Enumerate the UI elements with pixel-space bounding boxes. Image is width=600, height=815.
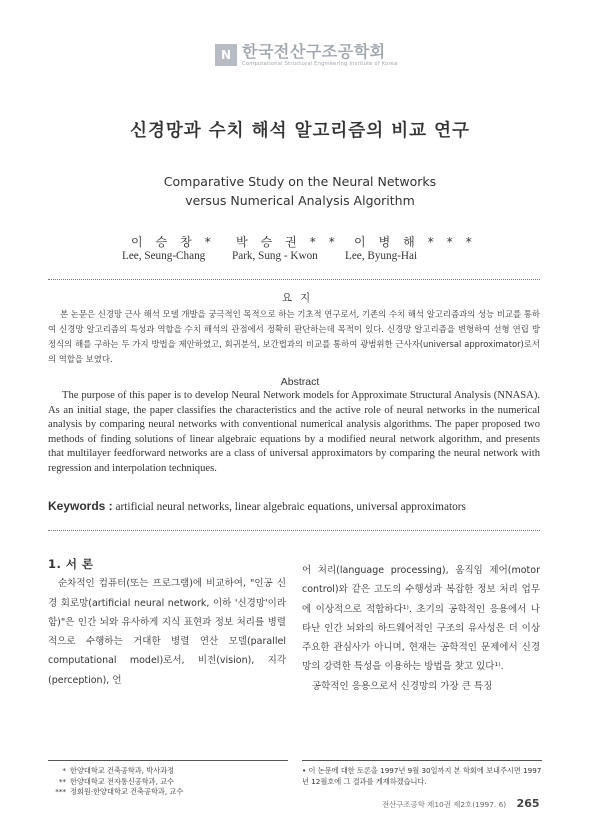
society-name-en: Computational Structural Engineering Institute of Korea bbox=[242, 61, 398, 67]
footnote-2-text: 한양대학교 전자통신공학과, 교수 bbox=[70, 776, 175, 786]
abstract-ko-heading: 요지 bbox=[281, 292, 319, 304]
author-2-ko: 박승권** bbox=[236, 235, 348, 249]
paper-title-en bbox=[0, 172, 600, 210]
page-number: 265 bbox=[516, 797, 540, 810]
footnote-3 bbox=[48, 787, 288, 798]
society-name-ko: 한국전산구조공학회 bbox=[242, 42, 386, 61]
abstract-ko bbox=[48, 307, 540, 367]
abstract-en-text: The purpose of this paper is to develop Neural Network models for Approximate Structural Analysis (NNASA). As an initial stage, the paper classifies the characteristics and the active role of neural networks in the numerical analysis by comparing neural networks with conventional numerical analysis algorithms. The paper proposed two methods of finding solutions of linear algebraic equations by a modified neural network algorithm, and presents that multilayer feedforward networks are a class of universal approximators by comparing the neural network with regression and interpolation techniques. bbox=[48, 390, 540, 474]
footnote-2-mark: ** bbox=[58, 776, 66, 786]
intro-paragraph-2: 공학적인 응용으로서 신경망의 가장 큰 특징 bbox=[312, 680, 493, 692]
keywords-label: Keywords : bbox=[48, 499, 113, 513]
divider-bottom bbox=[48, 530, 540, 531]
paper-title-en-line2: versus Numerical Analysis Algorithm bbox=[185, 193, 415, 208]
author-3-en: Lee, Byung-Hai bbox=[345, 250, 418, 262]
footnote-1 bbox=[48, 766, 288, 777]
footnote-2 bbox=[48, 777, 288, 788]
keywords bbox=[48, 499, 540, 513]
paper-title-en-line1: Comparative Study on the Neural Networks bbox=[163, 174, 437, 189]
author-1-en: Lee, Seung-Chang bbox=[122, 250, 206, 262]
journal-citation: 전산구조공학 제10권 제2호(1997. 6) bbox=[382, 800, 507, 809]
intro-paragraph-1-cont: 어 처리(language processing), 움직임 제어(motor control)와 같은 고도의 수행성과 복잡한 정보 처리 업무에 이상적으로 적합하다¹⁾. 초기의 공학적인 응용에서 나타난 인간 뇌와의 하드웨어적인 구조의 유사성은 더 이상 주요한 관심사가 아니며, 현재는 공학적인 문제에서 신경망의 강력한 특성을 이용하는 방법을 찾고 있다¹⁾. bbox=[302, 565, 540, 673]
abstract-en bbox=[48, 389, 540, 477]
journal-header bbox=[215, 43, 398, 67]
column-right bbox=[302, 561, 540, 696]
discussion-footnote: • 이 논문에 대한 토론을 1997년 9월 30일까지 본 학회에 보내주시면 1997년 12월호에 그 결과를 게재하겠습니다. bbox=[302, 766, 542, 786]
footnote-rule-left bbox=[48, 760, 288, 761]
section-1-title: 1. 서 론 bbox=[48, 557, 94, 571]
footnote-3-mark: *** bbox=[55, 787, 66, 796]
page-footer bbox=[382, 797, 540, 810]
abstract-en-heading: Abstract bbox=[280, 376, 320, 388]
keywords-list: artificial neural networks, linear algebraic equations, universal approximators bbox=[115, 501, 466, 513]
footnote-3-text: 정회원·한양대학교 건축공학과, 교수 bbox=[70, 787, 184, 796]
abstract-ko-text: 본 논문은 신경망 근사 해석 모델 개발을 궁극적인 목적으로 하는 기초적 연구로서, 기존의 수치 해석 알고리즘과의 성능 비교를 통하여 신경망 알고리즘의 특성과 역할을 수치 해석의 관점에서 정확히 판단하는데 목적이 있다. 신경망 알고리즘을 변형하여 선형 연립 방정식의 해를 구하는 두 가지 방법을 제안하였고, 회귀분석, 보간법과의 비교를 통하여 광범위한 근사자(universal approximator)로서의 역할을 보였다. bbox=[48, 309, 540, 364]
author-3-ko: 이병해*** bbox=[354, 235, 485, 249]
footnote-1-text: 한양대학교 건축공학과, 박사과정 bbox=[70, 766, 175, 775]
column-left bbox=[48, 555, 286, 690]
divider-top bbox=[48, 279, 540, 280]
footnote-1-mark: * bbox=[62, 766, 66, 775]
paper-title-ko: 신경망과 수치 해석 알고리즘의 비교 연구 bbox=[130, 121, 470, 141]
author-2-en: Park, Sung - Kwon bbox=[232, 250, 318, 262]
author-1-ko: 이승창* bbox=[131, 235, 224, 249]
author-footnotes bbox=[48, 766, 288, 798]
society-logo: N bbox=[215, 44, 237, 66]
intro-paragraph-1: 순차적인 컴퓨터(또는 프로그램)에 비교하여, "인공 신경 회로망(artificial neural network, 이하 '신경망'이라 함)"은 인간 뇌와 유사하게 지식 표현과 정보 처리를 병렬적으로 수행하는 거대한 병렬 연산 모델(parallel computational model)로서, 비전(vision), 지각(perception), 언 bbox=[48, 578, 286, 686]
footnote-rule-right bbox=[302, 760, 542, 761]
